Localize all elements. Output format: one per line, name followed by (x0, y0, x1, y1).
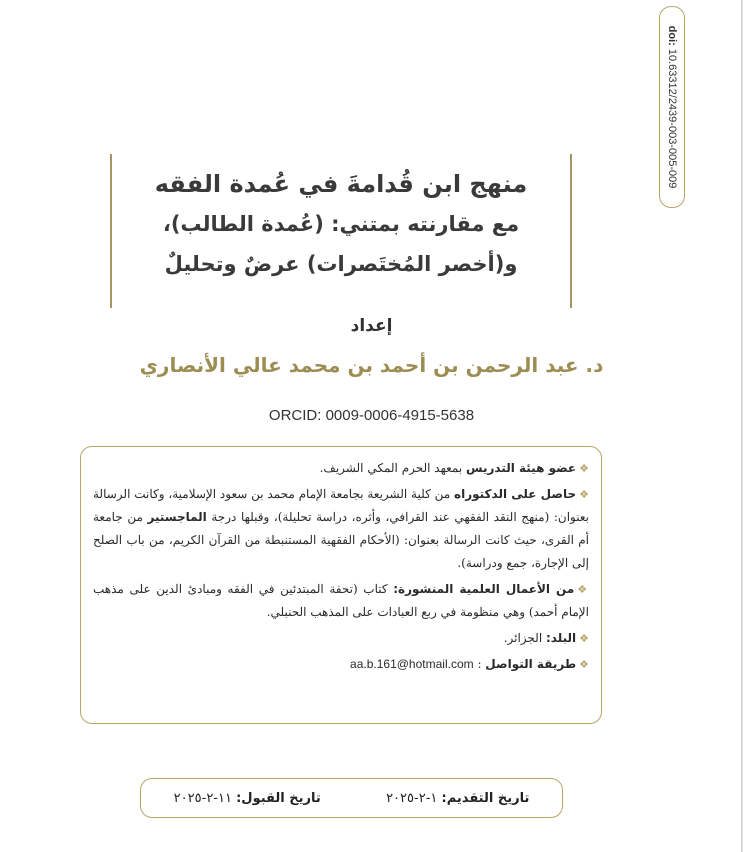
orcid: ORCID: 0009-0006-4915-5638 (268, 407, 475, 424)
title-main: منهج ابن قُدامةَ في عُمدة الفقه (154, 170, 528, 198)
diamond-bullet-icon: ❖ (579, 632, 589, 645)
title-rule-right (570, 154, 572, 308)
bio-item-degrees: ❖حاصل على الدكتوراه من كلية الشريعة بجامعة الإمام محمد بن سعود الإسلامية، وكانت الرسالة بعنوان: (منهج النقد الفقهي عند القرافي، وأثره، دراسة تحليلة)، وقبلها درجة الماجستير من جامعة أم القرى، حيث كانت الرسالة بعنوان: (الأحكام الفقهية المستنبطة من القرآن الكريم، من باب الصلح إلى الإجارة، جمع ودراسة). (93, 487, 589, 570)
doi-badge (659, 6, 685, 208)
contact-email[interactable]: aa.b.161@hotmail.com (350, 657, 474, 671)
diamond-bullet-icon: ❖ (579, 658, 589, 671)
bio-item-publications: ❖من الأعمال العلمية المنشورة: كتاب (تحفة المبتدئين في الفقه ومبادئ الدين على مذهب الإمام أحمد) وهي منظومة في ربع العبادات على المذهب الحنبلي. (93, 582, 589, 619)
diamond-bullet-icon: ❖ (577, 583, 589, 596)
author-name: د. عبد الرحمن بن أحمد بن محمد عالي الأنصاري (139, 353, 604, 377)
bio-item-contact: ❖طريقة التواصل : aa.b.161@hotmail.com (350, 657, 589, 671)
title-block (110, 154, 572, 308)
paper-title (126, 164, 556, 284)
accepted-date: تاريخ القبول: ١١-٢-٢٠٢٥ (173, 790, 321, 806)
author-bio-box (80, 446, 602, 724)
diamond-bullet-icon: ❖ (579, 488, 589, 501)
submitted-date: تاريخ التقديم: ١-٢-٢٠٢٥ (386, 790, 530, 806)
title-subtitle: مع مقارنته بمتني: (عُمدة الطالب)، و(أخصر المُختَصرات) عرضٌ وتحليلٌ (162, 212, 520, 276)
diamond-bullet-icon: ❖ (579, 462, 589, 475)
bio-item-country: ❖البلد: الجزائر. (503, 631, 589, 645)
doi-text: doi: 10.63312/2439-003-005-009 (666, 25, 678, 189)
bio-item-position: ❖عضو هيئة التدريس بمعهد الحرم المكي الشريف. (319, 461, 589, 475)
prepared-by-label: إعداد (350, 316, 393, 336)
dates-box (140, 778, 563, 818)
title-rule-left (110, 154, 112, 308)
